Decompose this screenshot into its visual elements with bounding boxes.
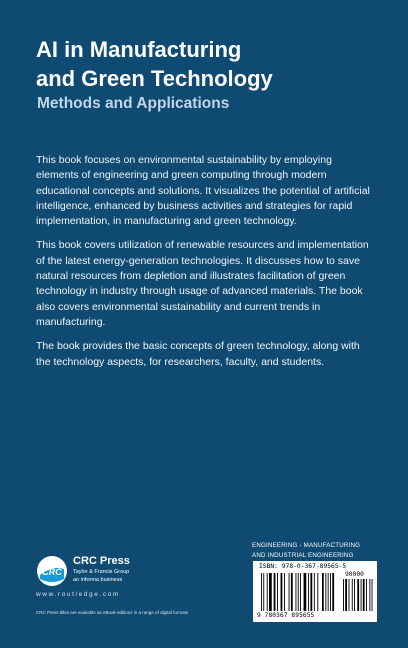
barcode-bar (325, 573, 326, 611)
subject-category (252, 541, 382, 560)
description-paragraph-2: This book covers utilization of renewable resources and implementation of the latest energy-generation technologies. It discusses how to save natural resources from depletion and illustrates facilitation of green technology in industry through usage of advanced materials. The book also covers environmental sustainability and current trends in manufacturing. (36, 239, 369, 328)
barcode-bar (267, 573, 268, 611)
barcode-addon-bar (349, 579, 350, 611)
barcode-bar (281, 573, 283, 611)
crc-logo-text: CRC (42, 567, 62, 577)
isbn-barcode (253, 561, 377, 622)
book-title-line-1: AI in Manufacturing (36, 37, 242, 62)
publisher-name: CRC Press (73, 555, 130, 567)
book-subtitle: Methods and Applications (37, 95, 230, 112)
description-paragraph-3: The book provides the basic concepts of green technology, along with the technology aspects, for researchers, faculty, and students. (36, 340, 360, 368)
category-line-1: ENGINEERING - MANUFACTURING (252, 542, 361, 549)
barcode-addon-bar (343, 579, 344, 611)
publisher-group: Taylor & Francis Group (73, 569, 130, 575)
barcode-addon-bar (366, 579, 367, 611)
book-title-line-2: and Green Technology (36, 66, 273, 91)
isbn-number: ISBN: 978-0-367-89565-5 (259, 563, 347, 570)
barcode-bar (314, 573, 315, 611)
barcode-bar (304, 573, 307, 611)
barcode-addon-bar (363, 579, 365, 611)
price-code: 90000 (345, 571, 364, 578)
barcode-bar (277, 573, 278, 611)
publisher-block (36, 555, 236, 595)
description-paragraph-1: This book focuses on environmental sustainability by employing elements of engineering and green computing through modern educational concepts and solutions. It visualizes the potential of artificial intelligence, enhanced by business activities and strategies for rapid implementation, in manufacturing and green technology. (36, 154, 370, 228)
barcode-bar (300, 573, 301, 611)
barcode-bar (298, 573, 299, 611)
barcode-addon-bar (361, 579, 362, 611)
barcode-bar (322, 573, 324, 611)
barcode-digits: 9 780367 895655 (257, 612, 315, 619)
barcode-addon-bar (372, 579, 373, 611)
barcode-bar (330, 573, 331, 611)
barcode-bar (261, 573, 262, 611)
barcode-bar (310, 573, 312, 611)
barcode-bar (332, 573, 334, 611)
publisher-tagline: an informa business (73, 577, 123, 583)
category-line-2: AND INDUSTRIAL ENGINEERING (252, 551, 354, 559)
barcode-addon-bar (354, 579, 355, 611)
barcode-bar (274, 573, 276, 611)
barcode-bar (291, 573, 293, 611)
barcode-bar (296, 573, 297, 611)
barcode-bar (328, 573, 329, 611)
barcode-addon-bar (357, 579, 359, 611)
crc-press-logo-icon (36, 555, 68, 587)
barcode-addon-bar (369, 579, 370, 611)
book-title (36, 35, 386, 93)
ebook-note: CRC Press titles are available as eBook editions in a range of digital formats (36, 610, 189, 615)
barcode-bar (269, 573, 272, 611)
barcode-addon-bar (345, 579, 347, 611)
barcode-bar (308, 573, 309, 611)
barcode-addon-bar (352, 579, 353, 611)
barcode-bar (317, 573, 318, 611)
publisher-website: www.routledge.com (36, 591, 120, 598)
barcode-bar (289, 573, 290, 611)
barcode-bar (284, 573, 285, 611)
book-description (36, 153, 376, 379)
barcode-bar (263, 573, 264, 611)
